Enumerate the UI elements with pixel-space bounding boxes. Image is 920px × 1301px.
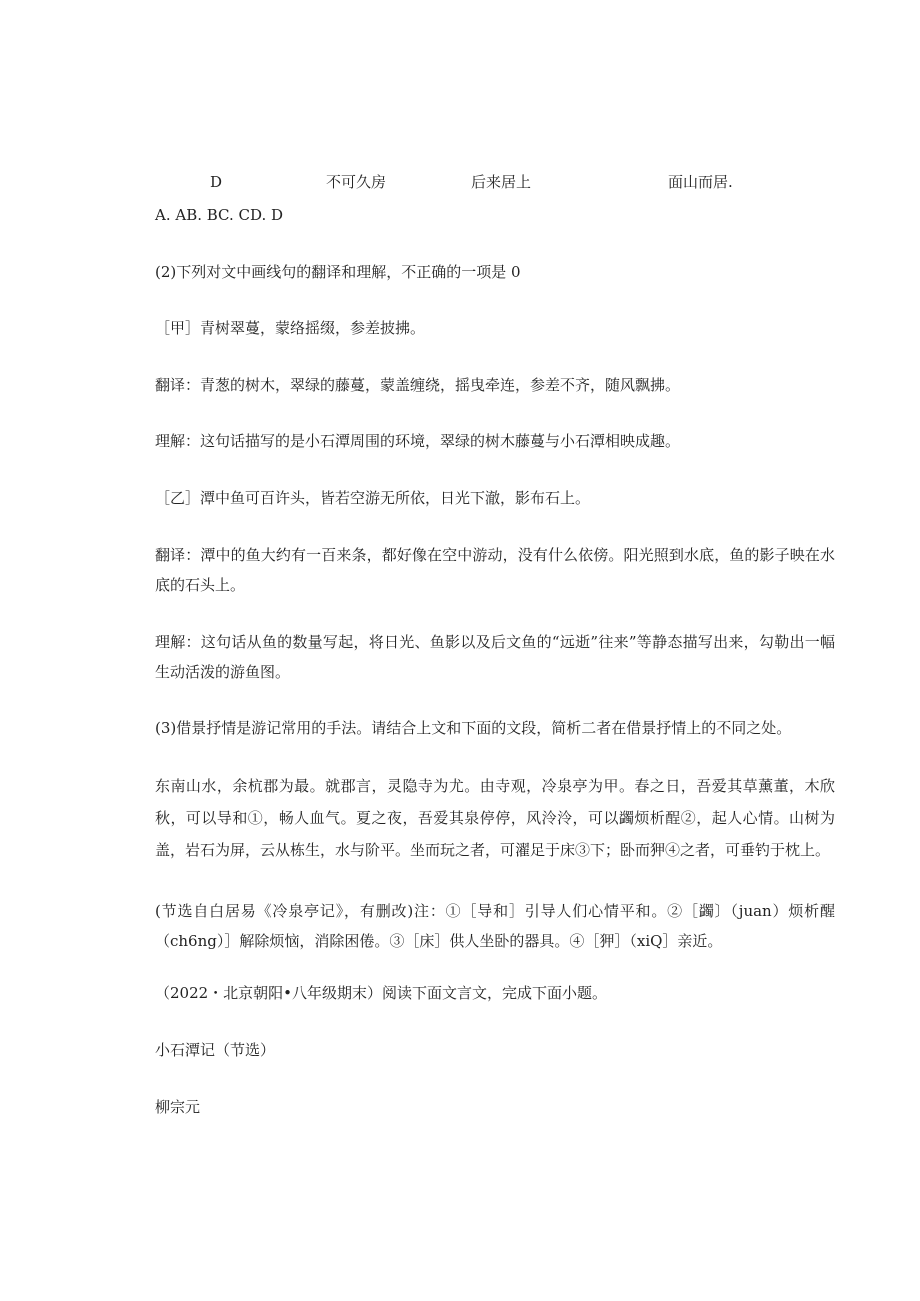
yi-sentence: ［乙］潭中鱼可百许头，皆若空游无所依，日光下澈，影布石上。: [155, 489, 591, 507]
answer-choices: A. AB. BC. CD. D: [155, 206, 284, 224]
option-d-label: D: [210, 173, 223, 191]
question-3-stem: (3)借景抒情是游记常用的手法。请结合上文和下面的文段，简析二者在借景抒情上的不同之处。: [155, 719, 792, 737]
yi-understanding: 理解：这句话从鱼的数量写起，将日光、鱼影以及后文鱼的“远逝”往来”等静态描写出来，勾勒出一幅生动活泼的游鱼图。: [155, 633, 835, 681]
section-title: 小石潭记（节选）: [155, 1041, 276, 1059]
jia-translation: 翻译：青葱的树木，翠绿的藤蔓，蒙盖缠绕，摇曳牵连，参差不齐，随风飘拂。: [155, 376, 681, 394]
yi-translation: 翻译：潭中的鱼大约有一百来条，都好像在空中游动，没有什么依傍。阳光照到水底，鱼的影子映在水底的石头上。: [155, 546, 835, 594]
question-2-stem: (2)下列对文中画线句的翻译和理解，不正确的一项是 0: [155, 263, 521, 281]
jia-understanding: 理解：这句话描写的是小石潭周围的环境，翠绿的树木藤蔓与小石潭相映成趣。: [155, 432, 681, 450]
section-author: 柳宗元: [155, 1098, 201, 1116]
section-intro: （2022・北京朝阳•八年级期末）阅读下面文言文，完成下面小题。: [155, 984, 608, 1002]
option-item-2: 后来居上: [471, 173, 532, 191]
option-item-1: 不可久房: [326, 173, 387, 191]
lengquan-passage: 东南山水，余杭郡为最。就郡言，灵隐寺为尤。由寺观，冷泉亭为甲。春之日，吾爱其草薰董，木欣秋，可以导和①，畅人血气。夏之夜，吾爱其泉停停，风泠泠，可以蠲烦析酲②，起人心情。山树为盖，岩石为屏，云从栋生，水与阶平。坐而玩之者，可濯足于床③下；卧而狎④之者，可垂钓于枕上。: [155, 777, 835, 859]
passage-note: (节选自白居易《冷泉亭记》，有删改)注：①［导和］引导人们心情平和。②［蠲〕（juan）烦析醒（ch6ng）］解除烦恼，消除困倦。③［床］供人坐卧的器具。④［狎］（xiQ］亲近。: [155, 902, 835, 950]
jia-sentence: ［甲］青树翠蔓，蒙络摇缀，参差披拂。: [155, 319, 426, 337]
option-item-3: 面山而居.: [668, 173, 733, 191]
